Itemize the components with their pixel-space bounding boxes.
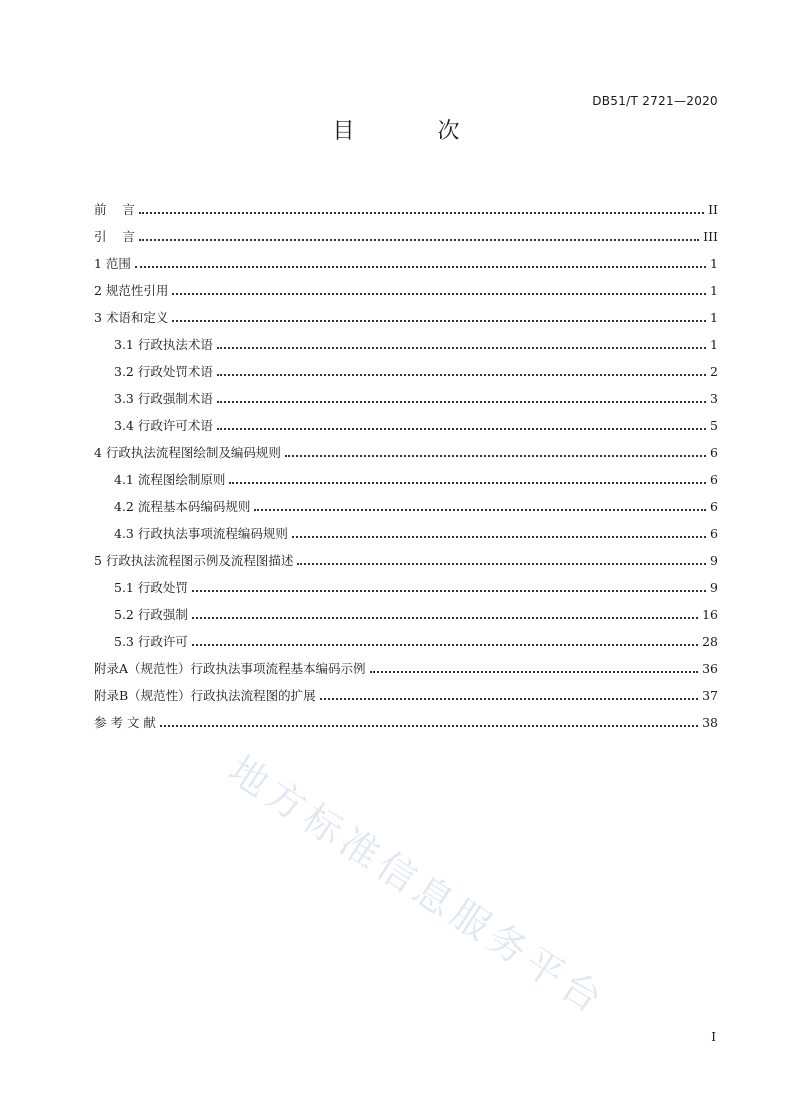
- page-title: 目 次: [332, 119, 498, 144]
- toc-entry[interactable]: [94, 542, 718, 569]
- toc-entry-page: 6: [710, 445, 718, 460]
- toc-entry-page: 9: [710, 553, 718, 568]
- toc-entry-label: 3.3 行政强制术语: [114, 391, 213, 406]
- toc-entry-page: 1: [710, 283, 718, 298]
- toc-leader-dots: [217, 347, 706, 349]
- toc-entry-label: 前 言: [94, 202, 135, 217]
- toc-entry-page: 5: [710, 418, 718, 433]
- toc-entry-page: 16: [702, 607, 718, 622]
- toc-leader-dots: [320, 698, 698, 700]
- toc-entry[interactable]: [94, 380, 718, 407]
- toc-entry-page: 9: [710, 580, 718, 595]
- toc-leader-dots: [172, 293, 706, 295]
- toc-leader-dots: [370, 671, 699, 673]
- toc-leader-dots: [135, 266, 706, 268]
- toc-leader-dots: [285, 455, 706, 457]
- toc-entry-page: 3: [710, 391, 718, 406]
- toc-leader-dots: [139, 239, 699, 241]
- toc-entry[interactable]: [94, 299, 718, 326]
- toc-leader-dots: [192, 644, 698, 646]
- toc-entry-label: 4.1 流程图绘制原则: [114, 472, 226, 487]
- toc-entry-page: 6: [710, 526, 718, 541]
- toc-entry-label: 3.1 行政执法术语: [114, 337, 213, 352]
- toc-entry-label: 2 规范性引用: [94, 283, 169, 298]
- toc-entry-page: 37: [702, 688, 718, 703]
- toc-entry-label: 4.3 行政执法事项流程编码规则: [114, 526, 288, 541]
- toc-entry-page: III: [703, 229, 718, 244]
- toc-entry-page: 6: [710, 472, 718, 487]
- toc-entry[interactable]: [94, 569, 718, 596]
- document-code: DB51/T 2721—2020: [592, 94, 718, 108]
- toc-entry-page: 28: [702, 634, 718, 649]
- toc-leader-dots: [292, 536, 706, 538]
- toc-leader-dots: [297, 563, 706, 565]
- toc-entry-page: 1: [710, 256, 718, 271]
- toc-entry-label: 4.2 流程基本码编码规则: [114, 499, 251, 514]
- toc-entry-label: 1 范围: [94, 256, 131, 271]
- toc-entry-label: 3.4 行政许可术语: [114, 418, 213, 433]
- toc-entry-label: 5.2 行政强制: [114, 607, 188, 622]
- toc-entry-label: 4 行政执法流程图绘制及编码规则: [94, 445, 281, 460]
- page-number: I: [711, 1030, 716, 1044]
- toc-entry-page: II: [708, 202, 718, 217]
- toc-entry[interactable]: [94, 461, 718, 488]
- toc-entry-label: 附录B（规范性）行政执法流程图的扩展: [94, 688, 316, 703]
- toc-entry-page: 38: [702, 715, 718, 730]
- toc-entry[interactable]: [94, 704, 718, 731]
- toc-entry-page: 36: [702, 661, 718, 676]
- toc-entry-label: 5.1 行政处罚: [114, 580, 188, 595]
- toc-entry-page: 1: [710, 337, 718, 352]
- toc-entry-label: 参 考 文 献: [94, 715, 156, 730]
- toc-leader-dots: [172, 320, 706, 322]
- toc-leader-dots: [192, 617, 698, 619]
- toc-leader-dots: [254, 509, 706, 511]
- toc-entry-label: 5 行政执法流程图示例及流程图描述: [94, 553, 294, 568]
- toc-entry[interactable]: [94, 515, 718, 542]
- toc-entry[interactable]: [94, 488, 718, 515]
- toc-entry[interactable]: [94, 434, 718, 461]
- toc-entry-page: 2: [710, 364, 718, 379]
- toc-leader-dots: [160, 725, 698, 727]
- toc-leader-dots: [217, 374, 706, 376]
- toc-entry[interactable]: [94, 326, 718, 353]
- toc-entry[interactable]: [94, 407, 718, 434]
- toc-entry[interactable]: [94, 677, 718, 704]
- toc-entry[interactable]: [94, 623, 718, 650]
- toc-entry[interactable]: [94, 353, 718, 380]
- toc-leader-dots: [217, 428, 706, 430]
- toc-leader-dots: [229, 482, 706, 484]
- toc-entry-label: 引 言: [94, 229, 135, 244]
- toc-leader-dots: [139, 212, 704, 214]
- toc-leader-dots: [217, 401, 706, 403]
- toc-entry-label: 3.2 行政处罚术语: [114, 364, 213, 379]
- toc-entry[interactable]: [94, 650, 718, 677]
- toc-entry[interactable]: [94, 272, 718, 299]
- toc-entry[interactable]: [94, 245, 718, 272]
- toc-entry[interactable]: [94, 191, 718, 218]
- toc-entry[interactable]: [94, 218, 718, 245]
- toc-entry-label: 5.3 行政许可: [114, 634, 188, 649]
- toc-entry-page: 1: [710, 310, 718, 325]
- toc-entry-label: 3 术语和定义: [94, 310, 169, 325]
- toc-leader-dots: [192, 590, 706, 592]
- table-of-contents: [94, 191, 718, 731]
- toc-entry-label: 附录A（规范性）行政执法事项流程基本编码示例: [94, 661, 366, 676]
- watermark: 地方标准信息服务平台: [221, 747, 615, 1025]
- toc-entry[interactable]: [94, 596, 718, 623]
- toc-entry-page: 6: [710, 499, 718, 514]
